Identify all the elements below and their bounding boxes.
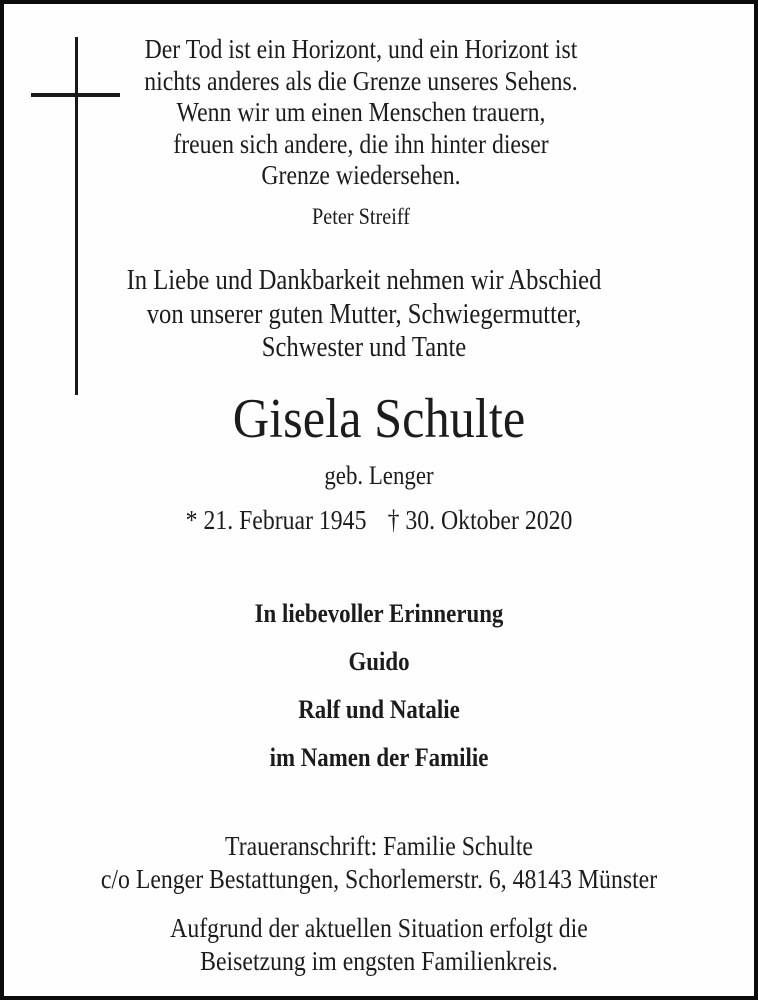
mourner-name: im Namen der Familie bbox=[269, 743, 489, 772]
poem-line: nichts anderes als die Grenze unseres Sehens. bbox=[144, 65, 578, 96]
notice-line: Beisetzung im engsten Familienkreis. bbox=[200, 945, 558, 976]
memorial-poem bbox=[4, 34, 754, 231]
maiden-name: geb. Lenger bbox=[324, 461, 434, 490]
birth-date: * 21. Februar 1945 bbox=[185, 505, 367, 535]
mourner-name: Guido bbox=[348, 647, 410, 676]
intro-line: Schwester und Tante bbox=[261, 332, 467, 363]
funeral-notice bbox=[4, 912, 754, 977]
notice-line: Aufgrund der aktuellen Situation erfolgt die bbox=[170, 913, 588, 943]
remembrance-heading: In liebevoller Erinnerung bbox=[254, 599, 504, 628]
farewell-introduction bbox=[4, 264, 754, 365]
intro-line: von unserer guten Mutter, Schwiegermutter, bbox=[146, 298, 582, 330]
death-date: † 30. Oktober 2020 bbox=[387, 505, 573, 535]
maiden-name-block bbox=[4, 460, 754, 492]
deceased-name: Gisela Schulte bbox=[232, 388, 526, 450]
poem-line: Grenze wiedersehen. bbox=[261, 160, 461, 190]
life-dates bbox=[4, 504, 754, 537]
poem-line: Wenn wir um einen Menschen trauern, bbox=[176, 97, 546, 127]
address-line: Traueranschrift: Familie Schulte bbox=[225, 831, 533, 861]
address-line: c/o Lenger Bestattungen, Schorlemerstr. 6, 48143 Münster bbox=[100, 863, 658, 894]
poem-line: freuen sich andere, die ihn hinter dieser bbox=[173, 128, 549, 159]
mourning-address bbox=[4, 830, 754, 895]
remembrance-section bbox=[4, 590, 754, 782]
deceased-name-heading bbox=[4, 388, 754, 450]
poem-author: Peter Streiff bbox=[311, 203, 410, 229]
poem-line: Der Tod ist ein Horizont, und ein Horizont ist bbox=[144, 34, 578, 64]
intro-line: In Liebe und Dankbarkeit nehmen wir Abschied bbox=[126, 265, 602, 296]
mourner-name: Ralf und Natalie bbox=[298, 695, 460, 724]
